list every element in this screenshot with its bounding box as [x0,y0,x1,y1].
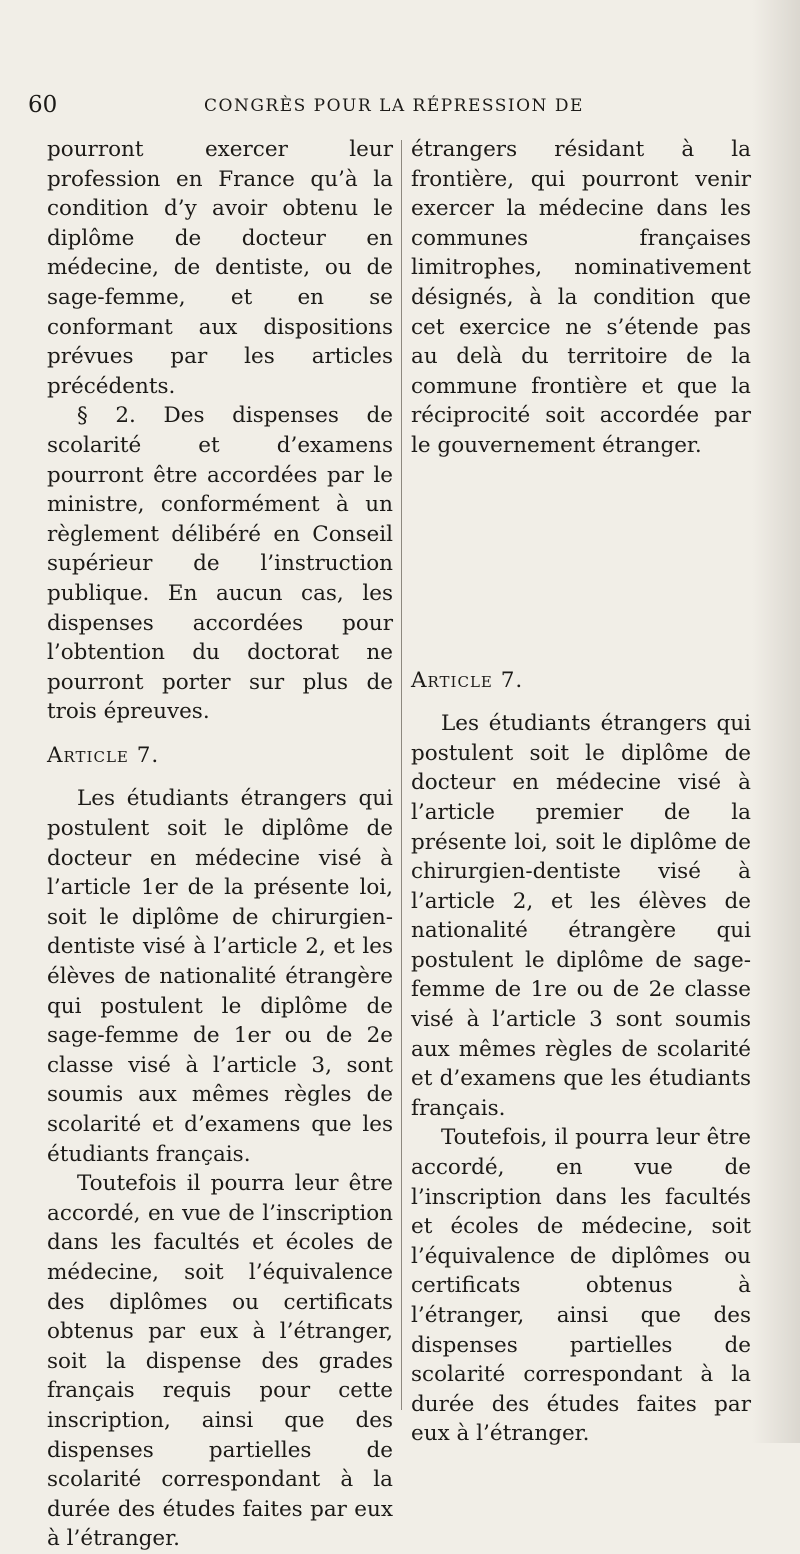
left-article-heading: Article 7. [47,742,160,768]
left-article-paragraph-2: Toutefois il pourra leur être accordé, en vue de l’inscription dans les facultés et écoles de médecine, soit l’équivalence des diplômes ou certificats obtenus par eux à l’étranger, soit la dispense des grades français requis pour cette inscription, ainsi que des dispenses partielles de scolarité correspondant à la durée des études faites par eux à l’étranger. [47,1171,393,1552]
left-column [47,135,393,1554]
page-number: 60 [28,92,58,118]
left-section-2-paragraph: § 2. Des dispenses de scolarité et d’examens pourront être accordées par le ministre, conformément à un règlement délibéré en Conseil supérieur de l’instruction publique. En aucun cas, les dispenses accordées pour l’obtention du doctorat ne pourront porter sur plus de trois épreuves. [47,403,393,725]
right-article-paragraph-2: Toutefois, il pourra leur être accordé, en vue de l’inscription dans les facultés et écoles de médecine, soit l’équivalence de diplômes ou certificats obtenus à l’étranger, ainsi que des dispenses partielles de scolarité correspondant à la durée des études faites par eux à l’étranger. [411,1125,751,1447]
right-article-paragraph-1: Les étudiants étrangers qui postulent soit le diplôme de docteur en médecine visé à l’article premier de la présente loi, soit le diplôme de chirurgien-dentiste visé à l’article 2, et les élèves de nationalité étrangère qui postulent le diplôme de sage-femme de 1re ou de 2e classe visé à l’article 3 sont soumis aux mêmes règles de scolarité et d’examens que les étudiants français. [411,711,751,1121]
right-article-heading: Article 7. [411,667,524,693]
running-head [28,92,768,126]
left-article-paragraph-1: Les étudiants étrangers qui postulent soit le diplôme de docteur en médecine visé à l’article 1er de la présente loi, soit le diplôme de chirurgien-dentiste visé à l’article 2, et les élèves de nationalité étrangère qui postulent le diplôme de sage-femme de 1er ou de 2e classe visé à l’article 3, sont soumis aux mêmes règles de scolarité et d’examens que les étudiants français. [47,786,393,1167]
right-column [411,135,751,1449]
page-edge-shadow [752,0,800,1443]
right-intro-paragraph: étrangers résidant à la frontière, qui pourront venir exercer la médecine dans les communes françaises limitrophes, nominativement désignés, à la condition que cet exercice ne s’étende pas au delà du territoire de la commune frontière et que la réciprocité soit accordée par le gouvernement étranger. [411,137,751,458]
running-title: CONGRÈS POUR LA RÉPRESSION DE [204,96,584,116]
left-intro-paragraph: pourront exercer leur profession en France qu’à la condition d’y avoir obtenu le diplôme de docteur en médecine, de dentiste, ou de sage-femme, et en se conformant aux dispositions prévues par les articles précédents. [47,137,393,399]
column-divider [401,140,402,1410]
